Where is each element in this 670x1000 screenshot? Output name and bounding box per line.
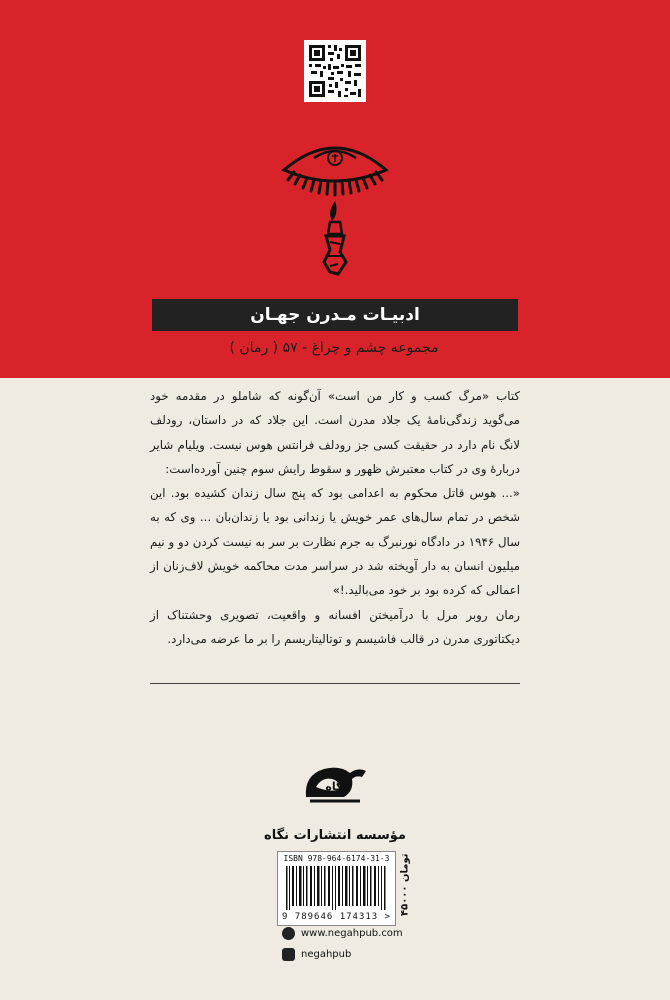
series-title: ادبیـات مـدرن جهـان (250, 305, 420, 325)
divider-line (150, 683, 520, 684)
isbn-text: ISBN 978-964-6174-31-3 (283, 854, 390, 863)
eye-lamp-emblem (280, 122, 390, 282)
barcode-icon (284, 866, 389, 910)
logo-wordmark: نگاه (325, 780, 347, 793)
description-paragraph: رمان روبر مرل با درآمیختن افسانه و واقعیت، تصویری وحشتناک از دیکتاتوری مدرن در قالب فاشیسم و توتالیتاریسم را بر ما عرضه می‌دارد. (150, 607, 520, 646)
negah-logo-icon (300, 757, 372, 809)
publisher-name: مؤسسه انتشارات نگاه (264, 828, 406, 843)
price-label: ۴۵۰۰۰ تومان (399, 853, 411, 917)
description-quote: «... هوس قاتل محکوم به اعدامی بود که پنج سال زندان کشیده بود. این شخص در تمام سال‌های عمر خویش یا زندانی بود یا زندان‌بان ... وی که به سال ۱۹۴۶ در دادگاه نورنبرگ به جرم نظارت بر سر به نیست کردن دو و نیم میلیون انسان به دار آویخته شد در سراسر مدت محاکمه خویش لاف‌زنان از اعمالی که کرده بود بر خود می‌بالید.!» (150, 486, 520, 598)
series-subtitle: مجموعه چشم و چراغ - ۵۷ ( رمان ) (229, 340, 439, 356)
instagram-text: negahpub (301, 949, 352, 960)
globe-icon (282, 927, 295, 940)
website-text: www.negahpub.com (301, 928, 403, 939)
isbn-barcode (277, 851, 396, 926)
qr-code[interactable] (304, 40, 366, 102)
website-line[interactable] (282, 927, 403, 940)
series-title-bar (152, 299, 518, 331)
instagram-line[interactable] (282, 948, 351, 961)
back-cover-description (150, 384, 520, 651)
instagram-icon (282, 948, 295, 961)
barcode-number: 9 789646 174313 > (281, 912, 392, 922)
description-paragraph: کتاب «مرگ کسب و کار من است» آن‌گونه که شاملو در مقدمه خود می‌گوید زندگی‌نامهٔ یک جلاد مدرن است. این جلاد که در داستان، رودلف لانگ نام دارد در حقیقت کسی جز رودلف فرانتس هوس نیست. ویلیام شایر دربارهٔ وی در کتاب معتبرش ظهور و سقوط رایش سوم چنین آورده‌است: (150, 389, 520, 476)
